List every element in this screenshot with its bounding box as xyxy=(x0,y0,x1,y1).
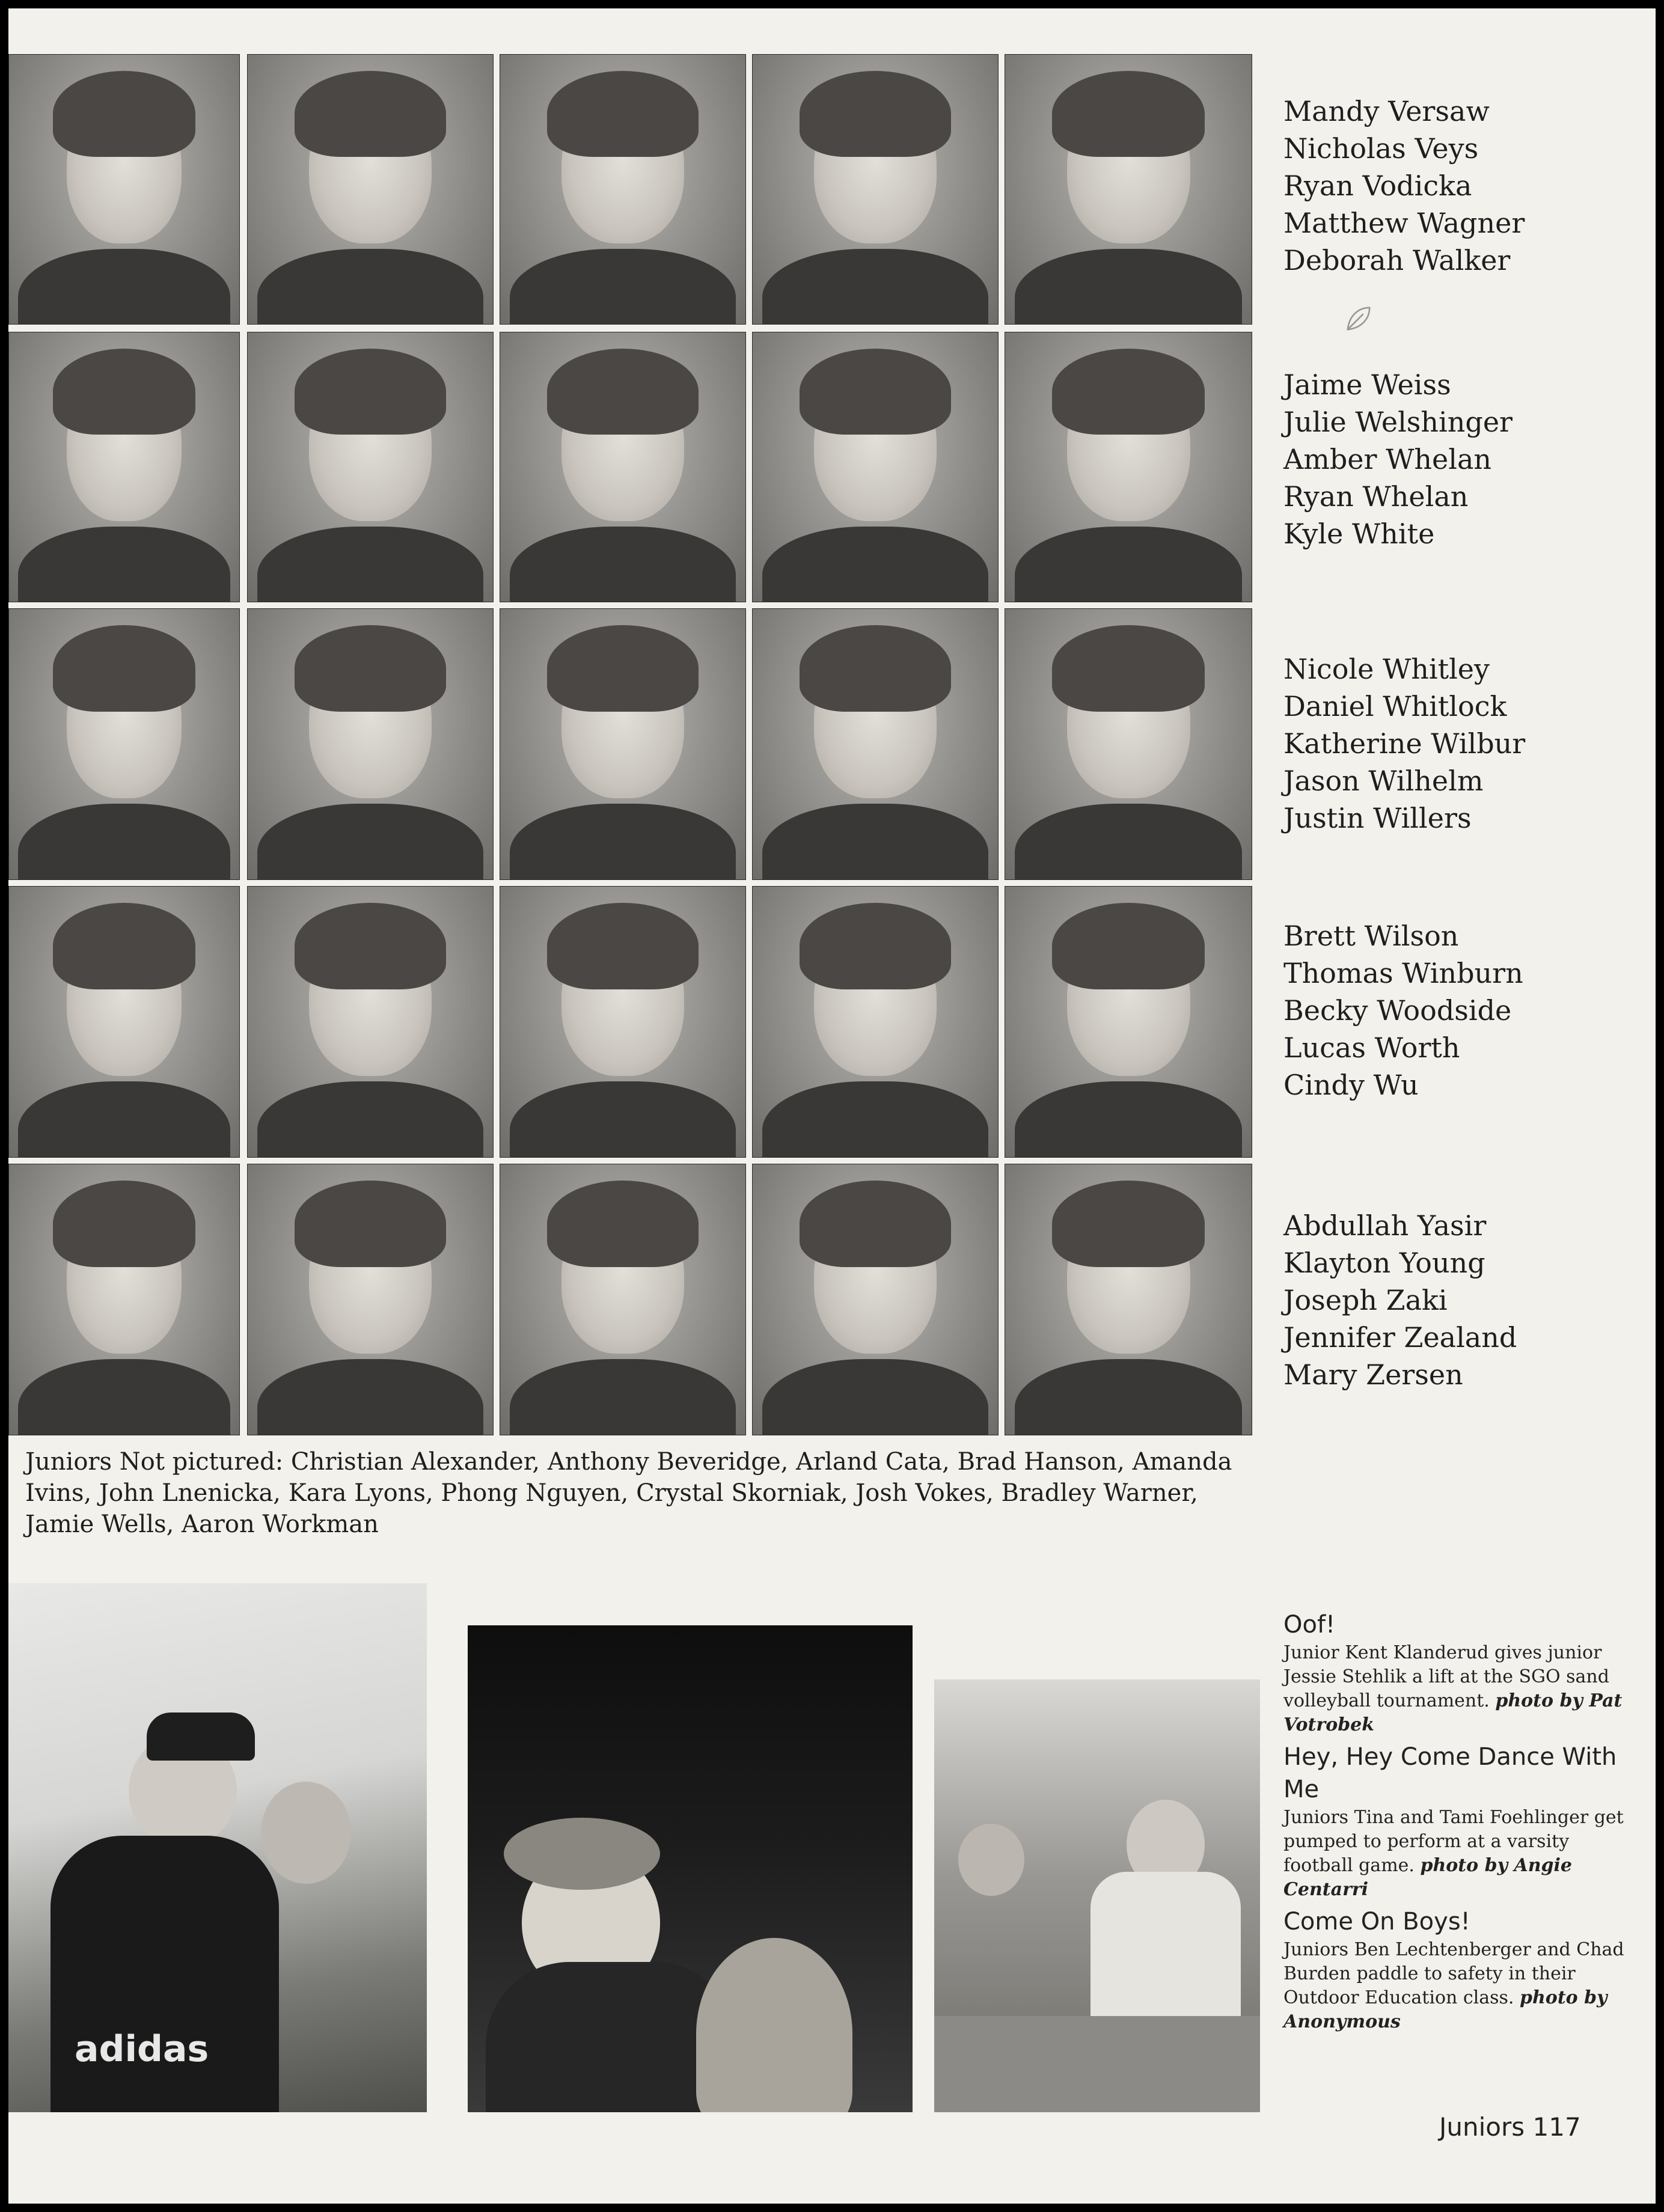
student-portrait xyxy=(752,886,999,1158)
portrait-name-list xyxy=(1283,1207,1517,1393)
caption-body xyxy=(1283,1806,1644,1902)
student-name: Amber Whelan xyxy=(1283,443,1492,475)
caption-body xyxy=(1283,1938,1644,2034)
student-name: Mary Zersen xyxy=(1283,1358,1463,1391)
candid-photo-canoe xyxy=(934,1679,1260,2112)
caption-body xyxy=(1283,1641,1644,1737)
student-portrait xyxy=(247,608,494,880)
student-name: Mandy Versaw xyxy=(1283,95,1490,127)
portrait-name-list xyxy=(1283,650,1525,837)
not-pictured-list: Juniors Not pictured: Christian Alexander, Anthony Beveridge, Arland Cata, Brad Hanson, Amanda Ivins, John Lnenicka, Kara Lyons, Phong Nguyen, Crystal Skorniak, Josh Vokes, Bradley Warner, Jamie Wells, Aaron Workman xyxy=(25,1448,1232,1538)
student-name: Joseph Zaki xyxy=(1283,1284,1448,1316)
student-name: Katherine Wilbur xyxy=(1283,727,1526,760)
caption-title: Hey, Hey Come Dance With Me xyxy=(1283,1743,1617,1803)
student-portrait xyxy=(500,54,746,325)
student-name: Thomas Winburn xyxy=(1283,957,1523,989)
portrait-name-list xyxy=(1283,93,1525,279)
student-portrait xyxy=(247,1164,494,1435)
student-name: Lucas Worth xyxy=(1283,1031,1460,1064)
student-portrait xyxy=(247,332,494,602)
student-portrait xyxy=(1005,886,1252,1158)
folio-section: Juniors xyxy=(1439,2112,1525,2142)
student-portrait xyxy=(752,608,999,880)
student-portrait xyxy=(752,1164,999,1435)
student-name: Ryan Vodicka xyxy=(1283,170,1472,202)
student-name: Brett Wilson xyxy=(1283,920,1459,952)
leaf-icon xyxy=(1343,303,1374,334)
student-name: Deborah Walker xyxy=(1283,244,1511,276)
caption-text: Juniors Tina and Tami Foehlinger get pumped to perform at a varsity football game. xyxy=(1283,1807,1624,1876)
student-portrait xyxy=(1005,1164,1252,1435)
photo-credit: photo by Angie Centarri xyxy=(1283,1855,1572,1900)
candid-photo-dance xyxy=(468,1625,913,2112)
student-name: Daniel Whitlock xyxy=(1283,690,1507,723)
student-portrait xyxy=(8,608,240,880)
portrait-name-list xyxy=(1283,917,1523,1104)
student-portrait xyxy=(1005,332,1252,602)
student-portrait xyxy=(8,54,240,325)
student-portrait xyxy=(1005,608,1252,880)
student-name: Justin Willers xyxy=(1283,802,1472,834)
caption-text: Juniors Ben Lechtenberger and Chad Burden paddle to safety in their Outdoor Education class. xyxy=(1283,1939,1624,2008)
caption-title: Oof! xyxy=(1283,1611,1336,1639)
student-name: Jennifer Zealand xyxy=(1283,1321,1517,1354)
student-name: Matthew Wagner xyxy=(1283,207,1525,239)
shirt-logo-text: adidas xyxy=(75,2028,209,2070)
caption-title: Come On Boys! xyxy=(1283,1908,1470,1936)
student-portrait xyxy=(500,886,746,1158)
student-name: Jason Wilhelm xyxy=(1283,765,1484,797)
student-portrait xyxy=(8,1164,240,1435)
photo-credit: photo by Anonymous xyxy=(1283,1987,1607,2032)
photo-captions xyxy=(1283,1609,1644,2038)
student-name: Cindy Wu xyxy=(1283,1069,1419,1101)
student-name: Klayton Young xyxy=(1283,1247,1485,1279)
student-portrait xyxy=(752,332,999,602)
student-name: Jaime Weiss xyxy=(1283,368,1451,401)
student-name: Abdullah Yasir xyxy=(1283,1209,1487,1242)
student-name: Nicholas Veys xyxy=(1283,132,1479,165)
student-name: Kyle White xyxy=(1283,518,1435,550)
student-portrait xyxy=(8,886,240,1158)
student-portrait xyxy=(247,886,494,1158)
student-portrait xyxy=(8,332,240,602)
student-portrait xyxy=(247,54,494,325)
student-portrait xyxy=(500,608,746,880)
candid-photo-volleyball xyxy=(8,1583,427,2112)
page-folio xyxy=(1439,2112,1581,2142)
student-portrait xyxy=(500,1164,746,1435)
student-name: Julie Welshinger xyxy=(1283,406,1513,438)
student-portrait xyxy=(752,54,999,325)
yearbook-page xyxy=(8,8,1656,2204)
folio-page-number: 117 xyxy=(1532,2112,1581,2142)
student-name: Ryan Whelan xyxy=(1283,480,1469,513)
photo-credit: photo by Pat Votrobek xyxy=(1283,1690,1623,1735)
student-portrait xyxy=(1005,54,1252,325)
student-name: Becky Woodside xyxy=(1283,994,1512,1027)
student-name: Nicole Whitley xyxy=(1283,653,1490,685)
caption-text: Junior Kent Klanderud gives junior Jessie Stehlik a lift at the SGO sand volleyball tournament. xyxy=(1283,1642,1609,1711)
student-portrait xyxy=(500,332,746,602)
portrait-name-list xyxy=(1283,366,1513,552)
